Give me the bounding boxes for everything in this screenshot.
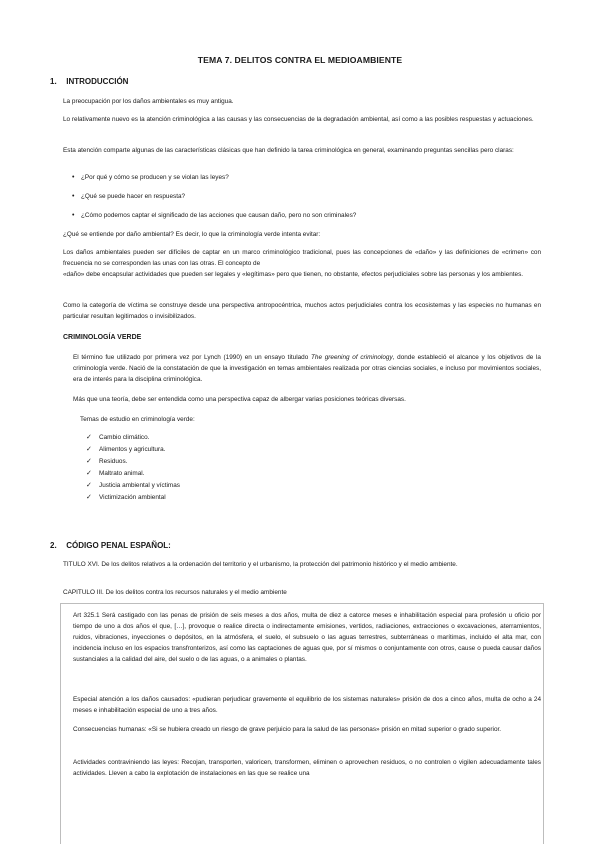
topic-item: ✓ Maltrato animal. — [86, 470, 145, 477]
paragraph-capitulo: CAPITULO III. De los delitos contra los recursos naturales y el medio ambiente — [63, 589, 287, 596]
paragraph: «daño» debe encapsular actividades que pueden ser legales y «legítimas» pero que tienen, no obstante, efectos perjudiciales sobre las personas y los ambientes. — [63, 271, 524, 278]
paragraph: El término fue utilizado por primera vez por Lynch (1990) en un ensayo titulado The greening of criminology, donde estableció el alcance y los objetivos de la criminología verde. Nació de la constatación de que la investigación en temas ambientales realizada por otras ciencias sociales, e incluso por movimientos sociales, era de interés para la disciplina criminológica. — [73, 354, 541, 383]
topic-item: ✓ Alimentos y agricultura. — [86, 446, 166, 453]
checkmark-icon: ✓ — [86, 482, 92, 489]
paragraph: Lo relativamente nuevo es la atención criminológica a las causas y las consecuencias de la degradación ambiental, así como a las posibles respuestas y actuaciones. — [63, 116, 534, 123]
checkmark-icon: ✓ — [86, 494, 92, 501]
topic-item: ✓ Cambio climático. — [86, 434, 150, 441]
paragraph: La preocupación por los daños ambientales es muy antigua. — [63, 98, 234, 105]
checkmark-icon: ✓ — [86, 458, 92, 465]
topic-item: ✓ Justicia ambiental y víctimas — [86, 482, 180, 489]
paragraph: Más que una teoría, debe ser entendida como una perspectiva capaz de albergar varias posiciones teóricas diversas. — [73, 396, 406, 403]
paragraph: Los daños ambientales pueden ser difíciles de captar en un marco criminológico tradicional, pues las concepciones de «daño» y las definiciones de «crimen» con frecuencia no se corresponden las unas con las otras. El concepto de — [63, 249, 541, 267]
question-item: • ¿Cómo podemos captar el significado de las acciones que causan daño, pero no son criminales? — [72, 212, 357, 219]
subheading-criminologia-verde: CRIMINOLOGÍA VERDE — [63, 334, 142, 341]
section-heading-introduccion — [50, 77, 128, 86]
section-number: 2. — [50, 541, 57, 550]
topic-item: ✓ Residuos. — [86, 458, 128, 465]
paragraph: Como la categoría de víctima se construye desde una perspectiva antropocéntrica, muchos actos perjudiciales contra los ecosistemas y las especies no humanas en particular resultan legitimados o invisibilizados. — [63, 302, 541, 320]
checkmark-icon: ✓ — [86, 434, 92, 441]
question-item: • ¿Qué se puede hacer en respuesta? — [72, 193, 186, 200]
article-text: Art 325.1 Será castigado con las penas de prisión de seis meses a dos años, multa de diez a catorce meses e inhabilitación especial para profesión u oficio por tiempo de uno a dos años el que, […], provoque o realice directa o indirectamente emisiones, vertidos, radiaciones, extracciones o excavaciones, aterramientos, ruidos, vibraciones, inyecciones o depósitos, en la atmósfera, el suelo, el subsuelo o las aguas terrestres, subterráneas o marítimas, incluido el alta mar, con incidencia incluso en los espacios transfronterizos, así como las captaciones de aguas que, por sí mismos o conjuntamente con otros, cause o pueda causar daños sustanciales a la calidad del aire, del suelo o de las aguas, o a animales o plantas. — [73, 612, 541, 663]
paragraph: Consecuencias humanas: «Si se hubiera creado un riesgo de grave perjuicio para la salud de las personas» prisión en mitad superior o grado superior. — [73, 726, 502, 733]
section-number: 1. — [50, 77, 57, 86]
bullet-icon: • — [72, 193, 75, 200]
topic-item: ✓ Victimización ambiental — [86, 494, 166, 501]
paragraph: ¿Qué se entiende por daño ambiental? Es decir, lo que la criminología verde intenta evitar: — [63, 231, 321, 238]
bullet-icon: • — [72, 174, 75, 181]
topics-title: Temas de estudio en criminología verde: — [80, 416, 195, 423]
paragraph: Especial atención a los daños causados: «pudieran perjudicar gravemente el equilibrio de los sistemas naturales» prisión de dos a cinco años, multa de ocho a 24 meses e inhabilitación especial de uno a tres años. — [73, 696, 541, 714]
section-title: INTRODUCCIÓN — [66, 77, 129, 86]
checkmark-icon: ✓ — [86, 470, 92, 477]
paragraph: Esta atención comparte algunas de las características clásicas que han definido la tarea criminológica en general, examinando preguntas sencillas pero claras: — [63, 147, 514, 154]
section-heading-codigo-penal — [50, 541, 171, 550]
page-title: TEMA 7. DELITOS CONTRA EL MEDIOAMBIENTE — [197, 55, 403, 65]
checkmark-icon: ✓ — [86, 446, 92, 453]
section-title: CÓDIGO PENAL ESPAÑOL: — [66, 541, 171, 550]
question-item: • ¿Por qué y cómo se producen y se violan las leyes? — [72, 174, 229, 181]
bullet-icon: • — [72, 212, 75, 219]
paragraph: Actividades contraviniendo las leyes: Recojan, transporten, valoricen, transformen, eliminen o aprovechen residuos, o no controlen o vigilen adecuadamente tales actividades. Lleven a cabo la explotación de instalaciones en las que se realice una — [73, 759, 541, 777]
paragraph-titulo: TITULO XVI. De los delitos relativos a la ordenación del territorio y el urbanismo, la protección del patrimonio histórico y el medio ambiente. — [63, 561, 458, 568]
